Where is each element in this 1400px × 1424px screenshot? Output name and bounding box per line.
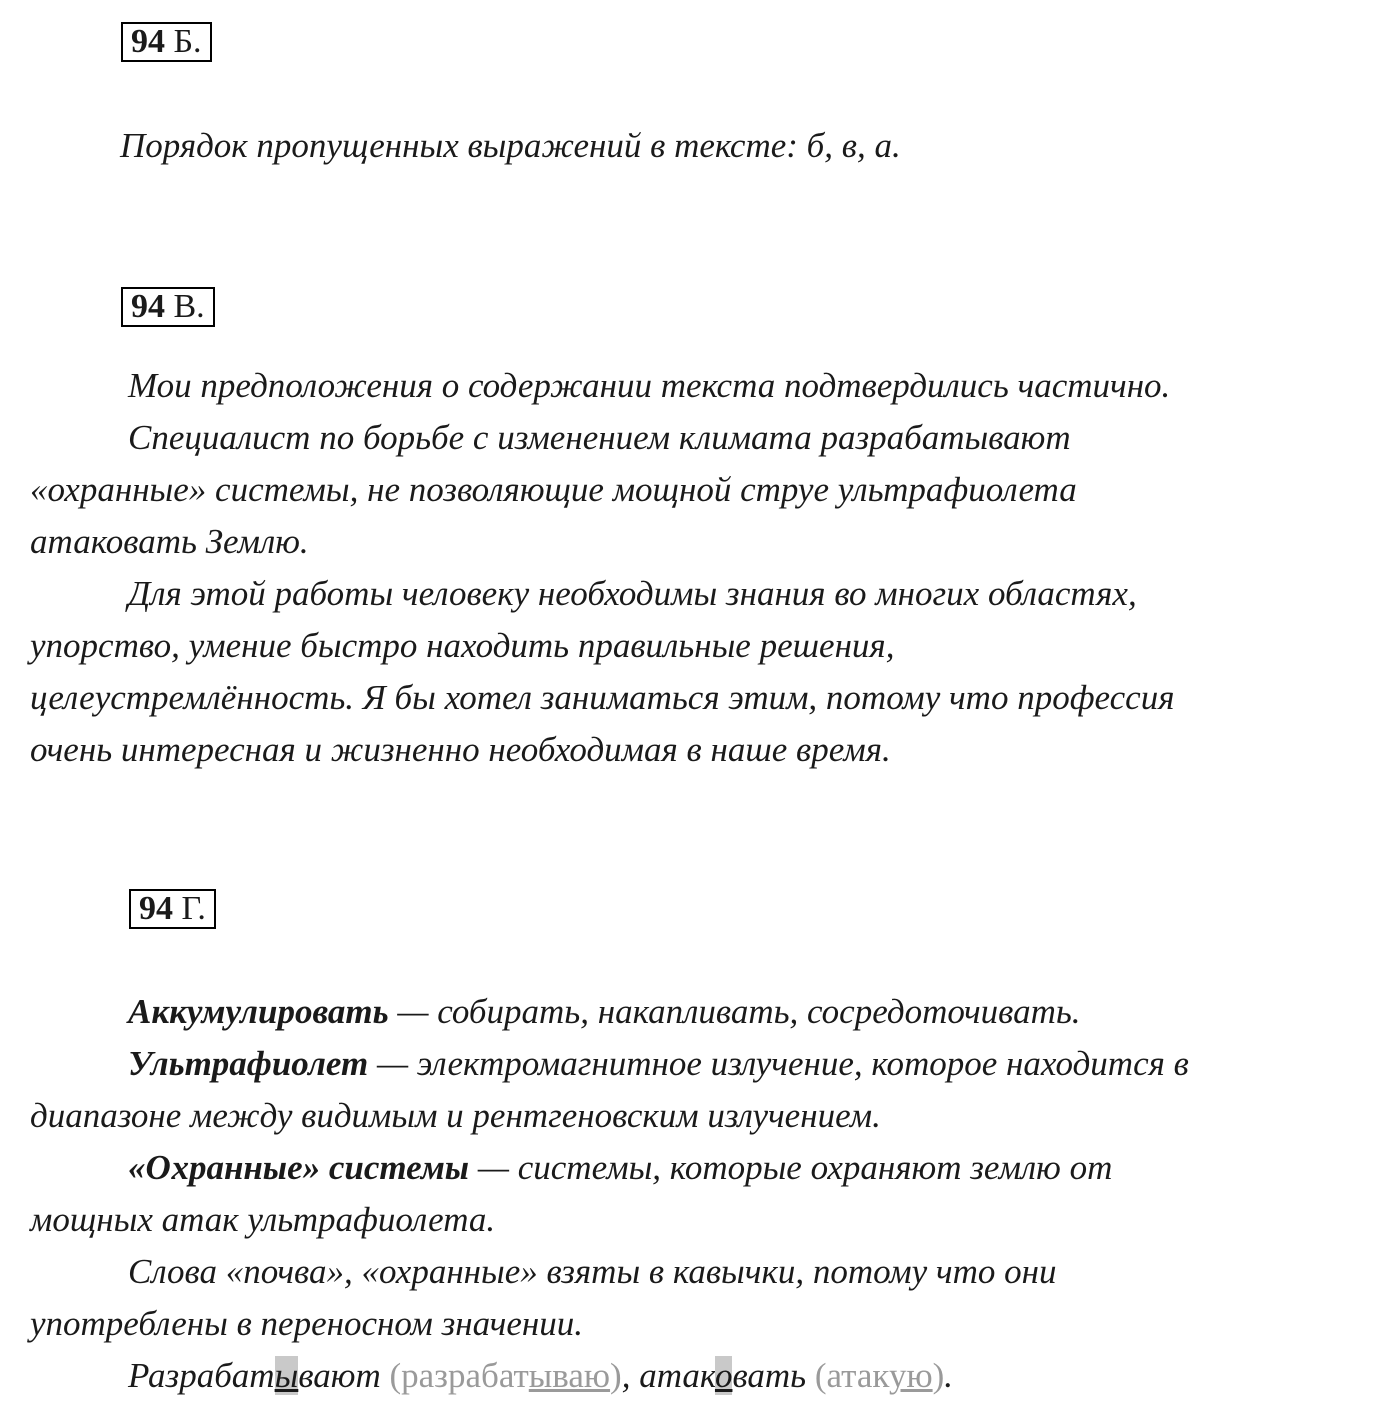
exercise-badge-94b bbox=[121, 22, 212, 62]
exercise-number: 94 bbox=[139, 890, 173, 927]
exercise-number: 94 bbox=[131, 23, 165, 60]
text-line: Специалист по борьбе с изменением климата разрабатывают bbox=[128, 418, 1071, 457]
text-line: атаковать Землю. bbox=[30, 522, 309, 561]
term-line bbox=[128, 1042, 1189, 1086]
term: Аккумулировать bbox=[128, 992, 389, 1031]
text-line: «охранные» системы, не позволяющие мощной струе ультрафиолета bbox=[30, 470, 1077, 509]
exercise-letter: В. bbox=[173, 288, 205, 325]
stressed-suffix: о bbox=[714, 1356, 733, 1395]
text-line: упорство, умение быстро находить правильные решения, bbox=[30, 626, 895, 665]
text-line: целеустремлённость. Я бы хотел заниматься этим, потому что профессия bbox=[30, 678, 1175, 717]
term: «Охранные» системы bbox=[128, 1148, 470, 1187]
term-definition: — системы, которые охраняют землю от bbox=[469, 1148, 1113, 1187]
term-definition: — собирать, накапливать, сосредоточивать. bbox=[388, 992, 1081, 1031]
exercise-badge-94g bbox=[129, 889, 216, 929]
term-definition-cont: диапазоне между видимым и рентгеновским излучением. bbox=[30, 1096, 881, 1135]
exercise-letter: Б. bbox=[173, 23, 202, 60]
term-definition: — электромагнитное излучение, которое находится в bbox=[368, 1044, 1189, 1083]
answer-line: Порядок пропущенных выражений в тексте: б, в, а. bbox=[120, 126, 901, 165]
verb-form-hint: (разрабат bbox=[380, 1356, 529, 1395]
morphology-line: Разрабатывают (разрабатываю), атаковать (атакую). bbox=[128, 1356, 953, 1395]
term-definition-cont: мощных атак ультрафиолета. bbox=[30, 1200, 496, 1239]
note-line: Слова «почва», «охранные» взяты в кавычки, потому что они bbox=[128, 1252, 1057, 1291]
exercise-number: 94 bbox=[131, 288, 165, 325]
text-line: Мои предположения о содержании текста подтвердились частично. bbox=[128, 366, 1171, 405]
note-line: употреблены в переносном значении. bbox=[30, 1304, 584, 1343]
term: Ультрафиолет bbox=[128, 1044, 369, 1083]
text-line: Для этой работы человеку необходимы знания во многих областях, bbox=[128, 574, 1137, 613]
verb-suffix: ываю bbox=[528, 1356, 611, 1395]
verb-suffix: ую bbox=[888, 1356, 933, 1395]
verb-form-hint: (атак bbox=[806, 1356, 889, 1395]
exercise-badge-94v bbox=[121, 287, 215, 327]
exercise-letter: Г. bbox=[181, 890, 206, 927]
stressed-suffix: ы bbox=[274, 1356, 299, 1395]
term-line bbox=[128, 1146, 1112, 1190]
term-line bbox=[128, 990, 1081, 1034]
text-line: очень интересная и жизненно необходимая в наше время. bbox=[30, 730, 891, 769]
